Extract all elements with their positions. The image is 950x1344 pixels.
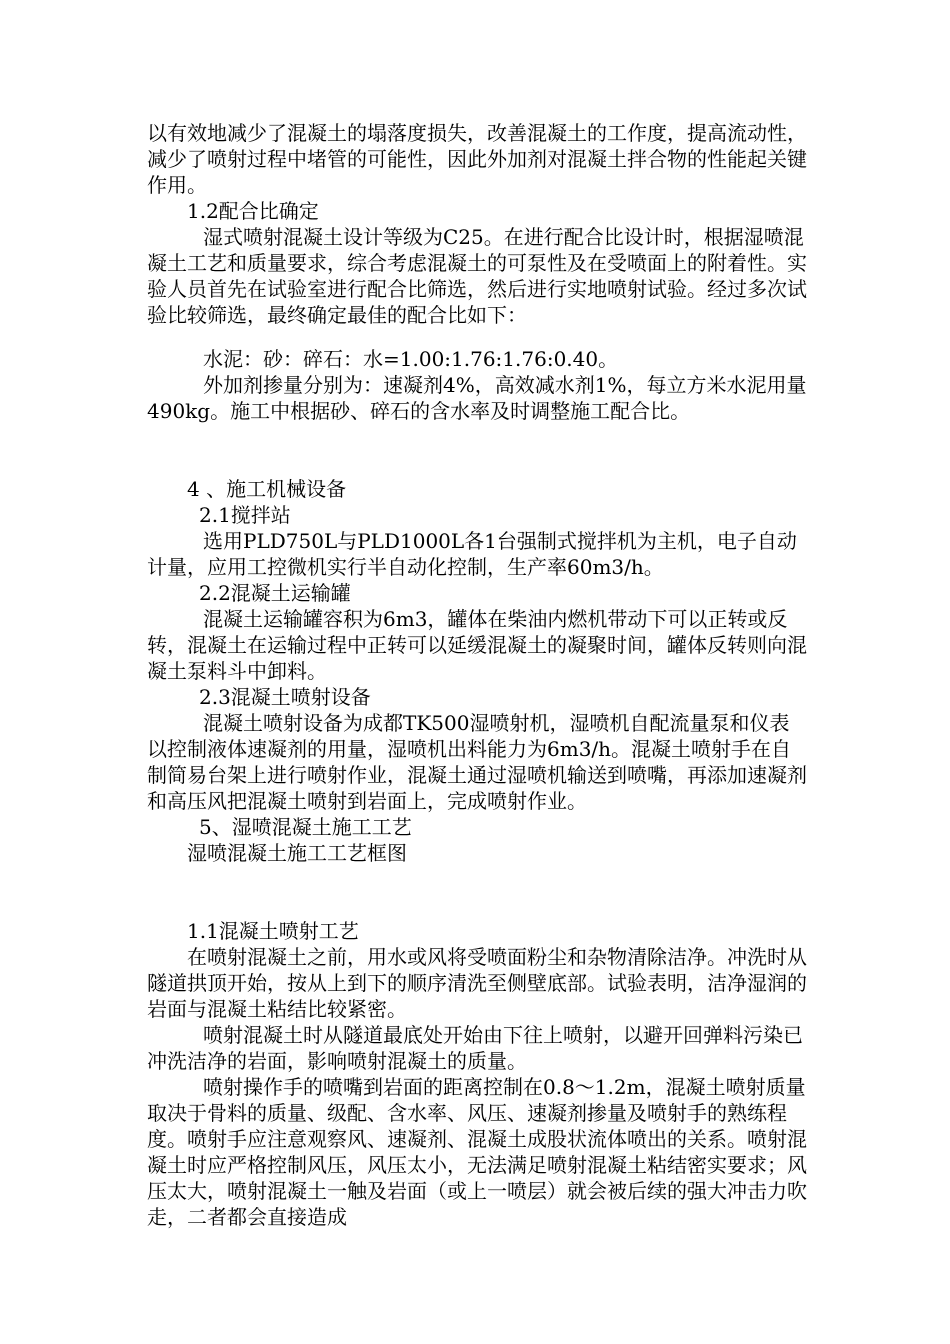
heading-1-1: 1.1混凝土喷射工艺 (187, 919, 359, 943)
spacer (147, 328, 807, 346)
document-body (147, 120, 807, 1230)
paragraph-admixture: 外加剂掺量分别为：速凝剂4%，高效减水剂1%，每立方米水泥用量490kg。施工中根据砂、碎石的含水率及时调整施工配合比。 (147, 373, 807, 423)
paragraph-mix-design: 湿式喷射混凝土设计等级为C25。在进行配合比设计时，根据湿喷混凝土工艺和质量要求，综合考虑混凝土的可泵性及在受喷面上的附着性。实验人员首先在试验室进行配合比筛选，然后进行实地喷射试验。经过多次试验比较筛选，最终确定最佳的配合比如下： (147, 225, 807, 327)
spacer (147, 866, 807, 918)
paragraph-mix-ratio: 水泥：砂：碎石：水=1.00:1.76:1.76:0.40。 (203, 347, 619, 371)
spacer (147, 424, 807, 476)
heading-2-1: 2.1搅拌站 (199, 503, 291, 527)
heading-section-5: 5、湿喷混凝土施工工艺 (199, 815, 412, 839)
heading-2-3: 2.3混凝土喷射设备 (199, 685, 371, 709)
heading-1-2: 1.2配合比确定 (187, 199, 319, 223)
paragraph-nozzle-distance: 喷射操作手的喷嘴到岩面的距离控制在0.8～1.2m，混凝土喷射质量取决于骨料的质量、级配、含水率、风压、速凝剂掺量及喷射手的熟练程度。喷射手应注意观察风、速凝剂、混凝土成股状流体喷出的关系。喷射混凝土时应严格控制风压，风压太小，无法满足喷射混凝土粘结密实要求；风压太大，喷射混凝土一触及岩面（或上一喷层）就会被后续的强大冲击力吹走，二者都会直接造成 (147, 1075, 807, 1229)
paragraph-surface-cleaning: 在喷射混凝土之前，用水或风将受喷面粉尘和杂物清除洁净。冲洗时从隧道拱顶开始，按从上到下的顺序清洗至侧壁底部。试验表明，洁净湿润的岩面与混凝土粘结比较紧密。 (147, 945, 807, 1021)
paragraph-transport-tank: 混凝土运输罐容积为6m3，罐体在柴油内燃机带动下可以正转或反转，混凝土在运输过程中正转可以延缓混凝土的凝聚时间，罐体反转则向混凝土泵料斗中卸料。 (147, 607, 807, 683)
heading-section-4: 4 、施工机械设备 (187, 477, 347, 501)
paragraph-intro: 以有效地减少了混凝土的塌落度损失，改善混凝土的工作度，提高流动性，减少了喷射过程中堵管的可能性，因此外加剂对混凝土拌合物的性能起关键作用。 (147, 121, 807, 197)
flowchart-caption: 湿喷混凝土施工工艺框图 (187, 841, 407, 865)
paragraph-spray-order: 喷射混凝土时从隧道最底处开始由下往上喷射，以避开回弹料污染已冲洗洁净的岩面，影响喷射混凝土的质量。 (147, 1023, 803, 1073)
heading-2-2: 2.2混凝土运输罐 (199, 581, 351, 605)
paragraph-mixing-station: 选用PLD750L与PLD1000L各1台强制式搅拌机为主机，电子自动计量，应用工控微机实行半自动化控制，生产率60m3/h。 (147, 529, 797, 579)
paragraph-spray-equipment: 混凝土喷射设备为成都TK500湿喷射机，湿喷机自配流量泵和仪表以控制液体速凝剂的用量，湿喷机出料能力为6m3/h。混凝土喷射手在自制简易台架上进行喷射作业，混凝土通过湿喷机输送到喷嘴，再添加速凝剂和高压风把混凝土喷射到岩面上，完成喷射作业。 (147, 711, 807, 813)
